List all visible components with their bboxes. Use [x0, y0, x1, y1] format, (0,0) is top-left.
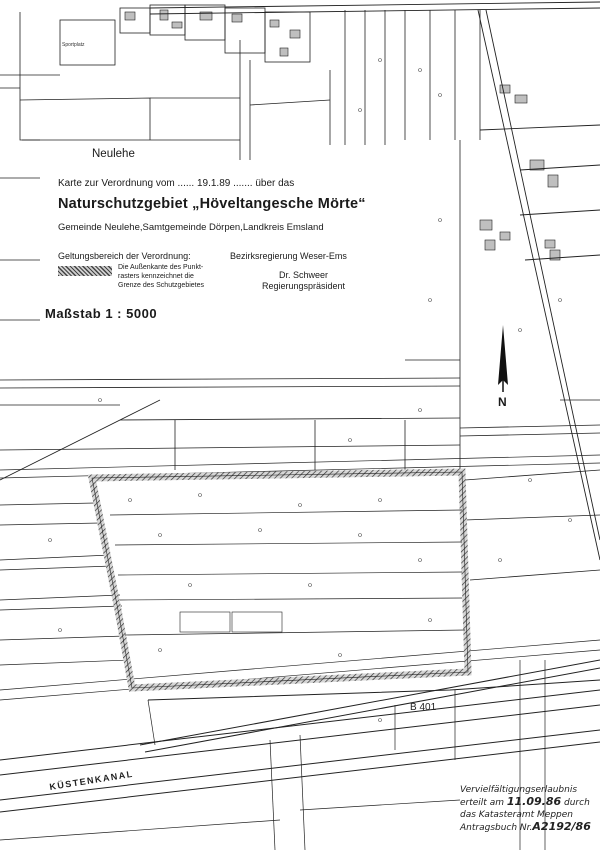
sportplatz-label: Sportplatz: [62, 42, 85, 48]
map-subtitle: Gemeinde Neulehe,Samtgemeinde Dörpen,Landkreis Emsland: [58, 222, 324, 233]
scale-label: Maßstab 1 : 5000: [45, 306, 158, 321]
stamp-number-line: [460, 821, 591, 834]
village-parcels: [0, 5, 480, 160]
signer-block: [262, 270, 345, 292]
swatch-note-line: Die Außenkante des Punkt-: [118, 264, 204, 271]
swatch-note: [118, 263, 204, 290]
stamp-date-line: [460, 796, 591, 809]
stamp-line: das Katasteramt Meppen: [460, 810, 574, 820]
reproduction-stamp: [460, 784, 591, 834]
regulation-line: Karte zur Verordnung vom ...... 19.1.89 ....... über das: [58, 178, 295, 189]
canal-label: KÜSTENKANAL: [48, 768, 135, 792]
signer-title: Regierungspräsident: [262, 281, 346, 291]
stamp-prefix: Antragsbuch Nr.: [460, 823, 533, 833]
stamp-date: 11.09.86: [506, 795, 562, 808]
scope-label: Geltungsbereich der Verordnung:: [58, 251, 191, 261]
north-arrow-icon: [498, 325, 508, 392]
place-label: Neulehe: [92, 148, 135, 160]
signer-name: Dr. Schweer: [279, 270, 329, 280]
road-label-b401: B 401: [410, 702, 437, 713]
swatch-note-line: rasters kennzeichnet die: [118, 273, 194, 280]
north-label: N: [498, 395, 507, 409]
map-title: Naturschutzgebiet „Höveltangesche Mörte“: [58, 196, 366, 212]
stamp-prefix: erteilt am: [460, 798, 504, 808]
stamp-suffix: durch: [564, 798, 590, 808]
stamp-line: Vervielfältigungserlaubnis: [460, 785, 578, 795]
drainage-lines: [0, 455, 600, 700]
top-road: [150, 2, 600, 14]
stamp-number: A2192/86: [532, 820, 591, 833]
authority-label: Bezirksregierung Weser-Ems: [230, 251, 347, 261]
boundary-swatch: [58, 266, 112, 276]
swatch-note-line: Grenze des Schutzgebietes: [118, 282, 204, 289]
